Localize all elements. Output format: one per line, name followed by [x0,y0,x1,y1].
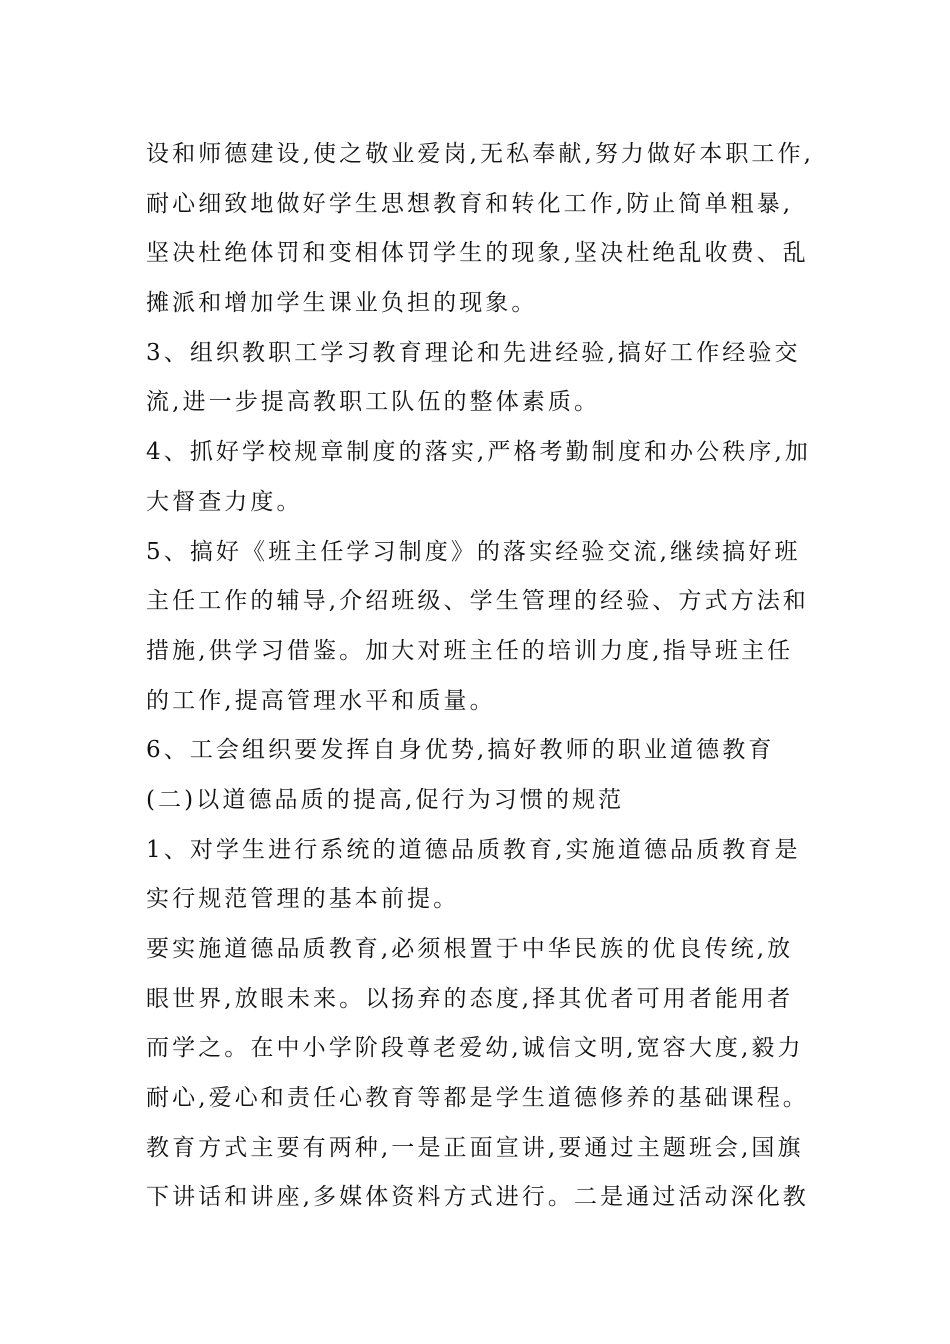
text-line: 坚决杜绝体罚和变相体罚学生的现象,坚决杜绝乱收费、乱 [146,240,809,267]
text-line: 摊派和增加学生课业负担的现象。 [146,290,538,317]
text-line: 而学之。在中小学阶段尊老爱幼,诚信文明,宽容大度,毅力 [146,1035,804,1062]
text-line: 5、搞好《班主任学习制度》的落实经验交流,继续搞好班 [146,538,801,565]
text-line: 措施,供学习借鉴。加大对班主任的培训力度,指导班主任 [146,637,794,664]
text-line: 教育方式主要有两种,一是正面宣讲,要通过主题班会,国旗 [146,1134,804,1161]
text-line: 4、抓好学校规章制度的落实,严格考勤制度和办公秩序,加 [146,439,811,466]
text-line: 主任工作的辅导,介绍班级、学生管理的经验、方式方法和 [146,588,809,615]
text-line: 耐心,爱心和责任心教育等都是学生道德修养的基础课程。 [146,1085,809,1112]
text-line: 设和师德建设,使之敬业爱岗,无私奉献,努力做好本职工作, [146,141,815,167]
document-body [146,130,816,1223]
text-line: 要实施道德品质教育,必须根置于中华民族的优良传统,放 [146,936,794,962]
section-heading: (二)以道德品质的提高,促行为习惯的规范 [146,786,625,813]
text-line: 实行规范管理的基本前提。 [146,886,460,913]
text-line: 6、工会组织要发挥自身优势,搞好教师的职业道德教育 [146,737,775,764]
text-line: 大督查力度。 [146,488,303,515]
text-line: 1、对学生进行系统的道德品质教育,实施道德品质教育是 [146,836,801,863]
text-line: 眼世界,放眼未来。以扬弃的态度,择其优者可用者能用者 [146,985,794,1012]
text-line: 流,进一步提高教职工队伍的整体素质。 [146,389,601,416]
text-line: 下讲话和讲座,多媒体资料方式进行。二是通过活动深化教 [146,1184,809,1211]
text-line: 耐心细致地做好学生思想教育和转化工作,防止简单粗暴, [146,190,794,217]
text-line: 的工作,提高管理水平和质量。 [146,687,496,714]
text-line: 3、组织教职工学习教育理论和先进经验,搞好工作经验交 [146,339,801,366]
